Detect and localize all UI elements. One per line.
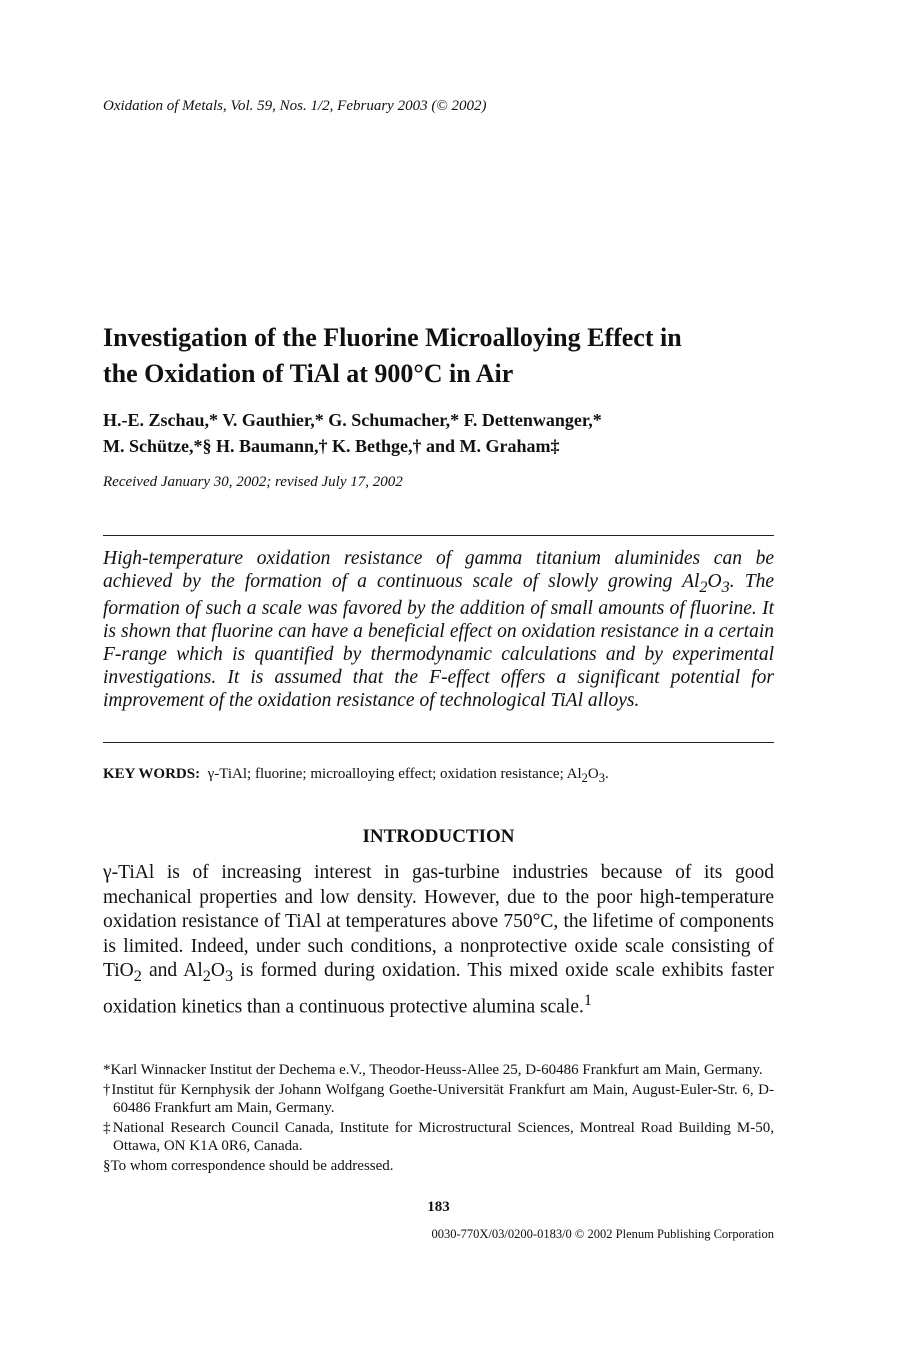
title-line-2: the Oxidation of TiAl at 900°C in Air bbox=[103, 359, 514, 388]
keywords-text: γ-TiAl; fluorine; microalloying effect; oxidation resistance; Al bbox=[207, 766, 582, 782]
abstract-sub-1: 2 bbox=[699, 577, 708, 596]
received-dates: Received January 30, 2002; revised July 17, 2002 bbox=[103, 474, 403, 490]
abstract-sub-2: 3 bbox=[721, 577, 730, 596]
footnotes bbox=[103, 1061, 774, 1177]
abstract-top-divider bbox=[103, 535, 774, 536]
abstract-text-3: . The formation of such a scale was favored by the addition of small amounts of fluorine. It is shown that fluorine can have a beneficial effect on oxidation resistance in a certain F-range which is quantified by thermodynamic calculations and by experimental investigations. It is assumed that the F-effect offers a significant potential for improvement of the oxidation resistance of technological TiAl alloys. bbox=[103, 570, 774, 711]
footnote: ‡National Research Council Canada, Institute for Microstructural Sciences, Montreal Road Building M-50, Ottawa, ON K1A 0R6, Canada. bbox=[103, 1120, 774, 1154]
footnote: †Institut für Kernphysik der Johann Wolfgang Goethe-Universität Frankfurt am Main, August-Euler-Str. 6, D-60486 Frankfurt am Main, Germany. bbox=[103, 1082, 774, 1116]
authors-line-1: H.-E. Zschau,* V. Gauthier,* G. Schumacher,* F. Dettenwanger,* bbox=[103, 410, 602, 430]
reference-link-1[interactable]: 1 bbox=[583, 991, 592, 1010]
article-title bbox=[103, 320, 774, 392]
introduction-paragraph bbox=[103, 861, 774, 1020]
intro-text-1: γ-TiAl is of increasing interest in gas-turbine industries because of its good mechanical properties and low density. However, due to the poor high-temperature oxidation resistance of TiAl at temperatures above 750°C, the lifetime of components is limited. Indeed, under such conditions, a nonprotective oxide scale consisting of TiO bbox=[103, 862, 774, 981]
abstract bbox=[103, 548, 774, 712]
abstract-text-2: O bbox=[707, 570, 722, 592]
intro-text-3: O bbox=[210, 960, 225, 981]
title-line-1: Investigation of the Fluorine Microalloying Effect in bbox=[103, 323, 682, 352]
footnote: *Karl Winnacker Institut der Dechema e.V., Theodor-Heuss-Allee 25, D-60486 Frankfurt am Main, Germany. bbox=[103, 1062, 763, 1078]
authors-line-2: M. Schütze,*§ H. Baumann,† K. Bethge,† and M. Graham‡ bbox=[103, 436, 560, 456]
copyright-line: 0030-770X/03/0200-0183/0 © 2002 Plenum Publishing Corporation bbox=[431, 1227, 774, 1241]
intro-sub-1: 2 bbox=[133, 966, 142, 985]
keywords-sub-2: 3 bbox=[598, 771, 606, 785]
keywords-mid: O bbox=[587, 766, 599, 782]
intro-sub-3: 3 bbox=[225, 966, 234, 985]
page-number: 183 bbox=[427, 1199, 450, 1215]
intro-text-4: is formed during oxidation. This mixed oxide scale exhibits faster oxidation kinetics than a continuous protective alumina scale. bbox=[103, 960, 774, 1018]
author-list bbox=[103, 407, 774, 459]
abstract-text-1: High-temperature oxidation resistance of gamma titanium aluminides can be achieved by the formation of a continuous scale of slowly growing Al bbox=[103, 548, 774, 592]
keywords-label: KEY WORDS: bbox=[103, 766, 201, 782]
journal-citation: Oxidation of Metals, Vol. 59, Nos. 1/2, February 2003 (© 2002) bbox=[103, 98, 487, 114]
keywords-sub-1: 2 bbox=[581, 771, 588, 785]
footnote: §To whom correspondence should be addressed. bbox=[103, 1158, 394, 1174]
intro-text-2: and Al bbox=[141, 960, 203, 981]
section-heading-introduction: INTRODUCTION bbox=[362, 826, 515, 847]
keywords bbox=[103, 766, 774, 786]
keywords-end: . bbox=[605, 766, 609, 782]
intro-sub-2: 2 bbox=[202, 966, 211, 985]
abstract-bottom-divider bbox=[103, 742, 774, 743]
